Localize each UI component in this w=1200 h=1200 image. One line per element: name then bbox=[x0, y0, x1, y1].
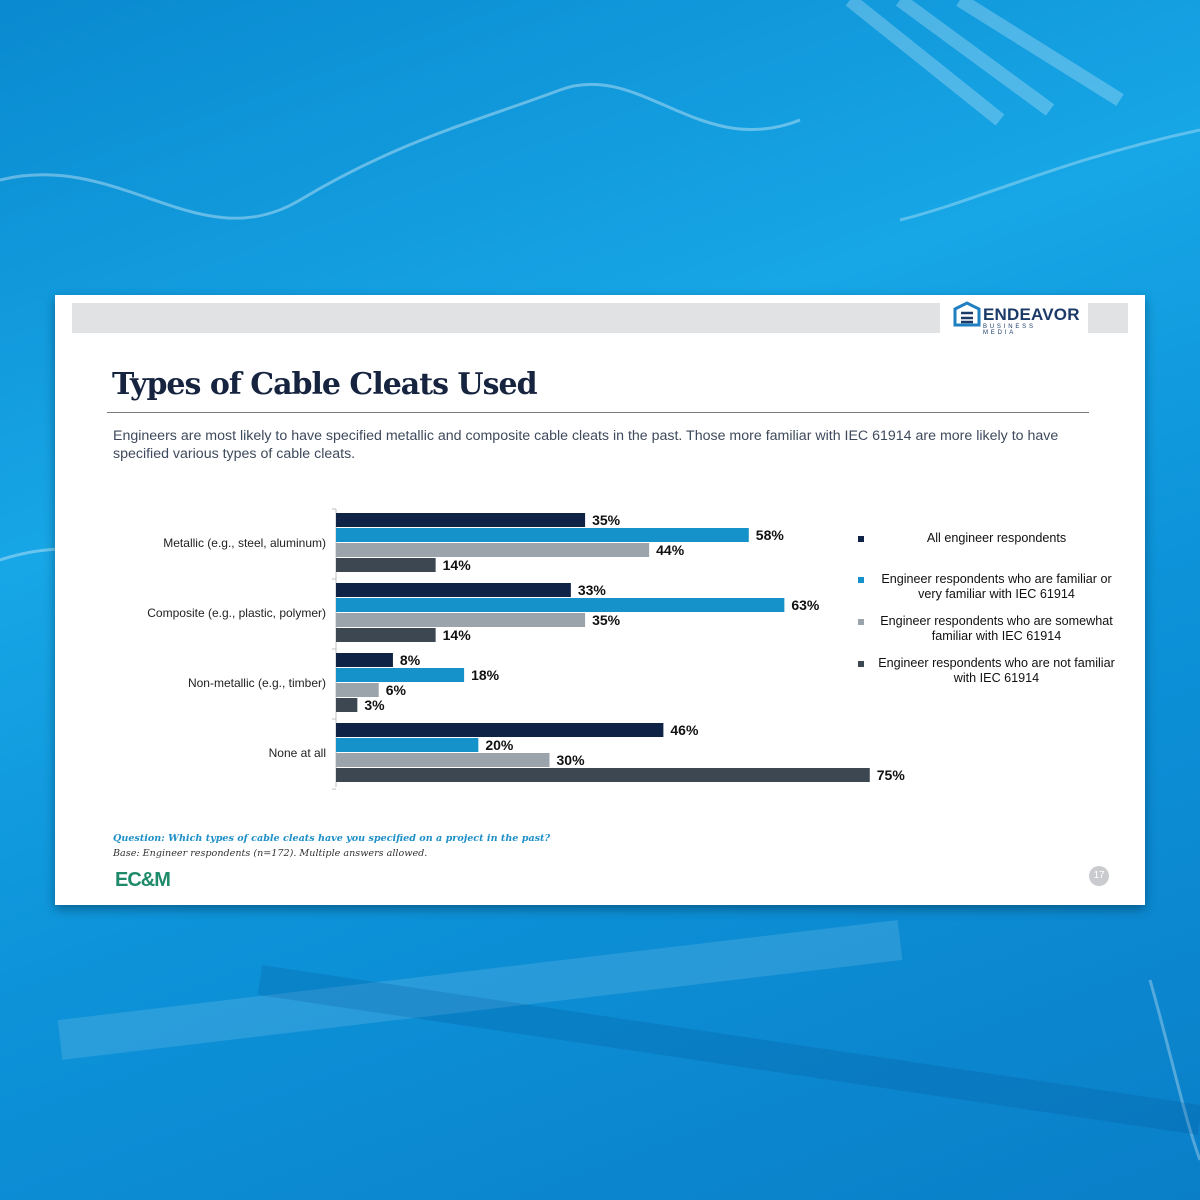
bar bbox=[336, 753, 550, 767]
bar-value-label: 8% bbox=[399, 652, 421, 668]
ecm-logo: EC&M bbox=[115, 869, 170, 891]
bar-value-label: 35% bbox=[592, 612, 621, 628]
bar bbox=[336, 598, 784, 612]
category-label: Composite (e.g., plastic, polymer) bbox=[147, 606, 326, 620]
logo-subtext: BUSINESS MEDIA bbox=[983, 324, 1036, 336]
bar-value-label: 63% bbox=[791, 597, 820, 613]
bar-value-label: 35% bbox=[592, 512, 621, 528]
bar-value-label: 58% bbox=[755, 527, 784, 543]
legend-swatch bbox=[858, 619, 864, 625]
slide-subtitle: Engineers are most likely to have specified metallic and composite cable cleats in the past. Those more familiar with IEC 61914 are more likely to have specified various types of cable cleats. bbox=[113, 428, 1059, 462]
bar bbox=[336, 683, 379, 697]
bar-value-label: 14% bbox=[442, 627, 471, 643]
bar-value-label: 3% bbox=[364, 697, 385, 713]
bar-value-label: 46% bbox=[670, 722, 699, 738]
chart-legend bbox=[855, 531, 1125, 686]
bar-value-label: 30% bbox=[556, 752, 585, 768]
bar bbox=[336, 698, 357, 712]
legend-swatch bbox=[858, 536, 864, 542]
bar bbox=[336, 613, 585, 627]
logo-text: ENDEAVOR bbox=[983, 305, 1080, 324]
legend-swatch bbox=[858, 661, 864, 667]
legend-item bbox=[855, 531, 1125, 546]
bar bbox=[336, 668, 464, 682]
legend-label: Engineer respondents who are familiar or very familiar with IEC 61914 bbox=[881, 572, 1112, 601]
bar bbox=[336, 528, 749, 542]
bar-value-label: 20% bbox=[485, 737, 514, 753]
legend-label: Engineer respondents who are not familiar with IEC 61914 bbox=[878, 656, 1115, 685]
base-footnote: Base: Engineer respondents (n=172). Multiple answers allowed. bbox=[113, 848, 428, 859]
page-number: 17 bbox=[1089, 866, 1109, 886]
legend-label: Engineer respondents who are somewhat familiar with IEC 61914 bbox=[880, 614, 1113, 643]
legend-item bbox=[855, 572, 1125, 602]
bar bbox=[336, 768, 870, 782]
bar bbox=[336, 653, 393, 667]
bar bbox=[336, 558, 436, 572]
legend-item bbox=[855, 656, 1125, 686]
question-footnote: Question: Which types of cable cleats have you specified on a project in the past? bbox=[113, 833, 551, 844]
category-label: Non-metallic (e.g., timber) bbox=[187, 676, 326, 690]
slide-title: Types of Cable Cleats Used bbox=[112, 367, 537, 402]
bar bbox=[336, 513, 585, 527]
legend-swatch bbox=[858, 577, 864, 583]
legend-label: All engineer respondents bbox=[926, 531, 1067, 545]
bar-value-label: 33% bbox=[577, 582, 606, 598]
bar bbox=[336, 738, 478, 752]
category-label: Metallic (e.g., steel, aluminum) bbox=[163, 536, 326, 550]
slide bbox=[55, 295, 1145, 905]
bar bbox=[336, 543, 649, 557]
bar-value-label: 44% bbox=[656, 542, 685, 558]
category-label: None at all bbox=[268, 746, 326, 760]
bar-value-label: 6% bbox=[385, 682, 406, 698]
bar bbox=[336, 583, 571, 597]
bar-value-label: 75% bbox=[876, 767, 905, 783]
bar-value-label: 14% bbox=[442, 557, 471, 573]
bar-value-label: 18% bbox=[471, 667, 500, 683]
bar bbox=[336, 628, 436, 642]
legend-item bbox=[855, 614, 1125, 644]
bar bbox=[336, 723, 663, 737]
